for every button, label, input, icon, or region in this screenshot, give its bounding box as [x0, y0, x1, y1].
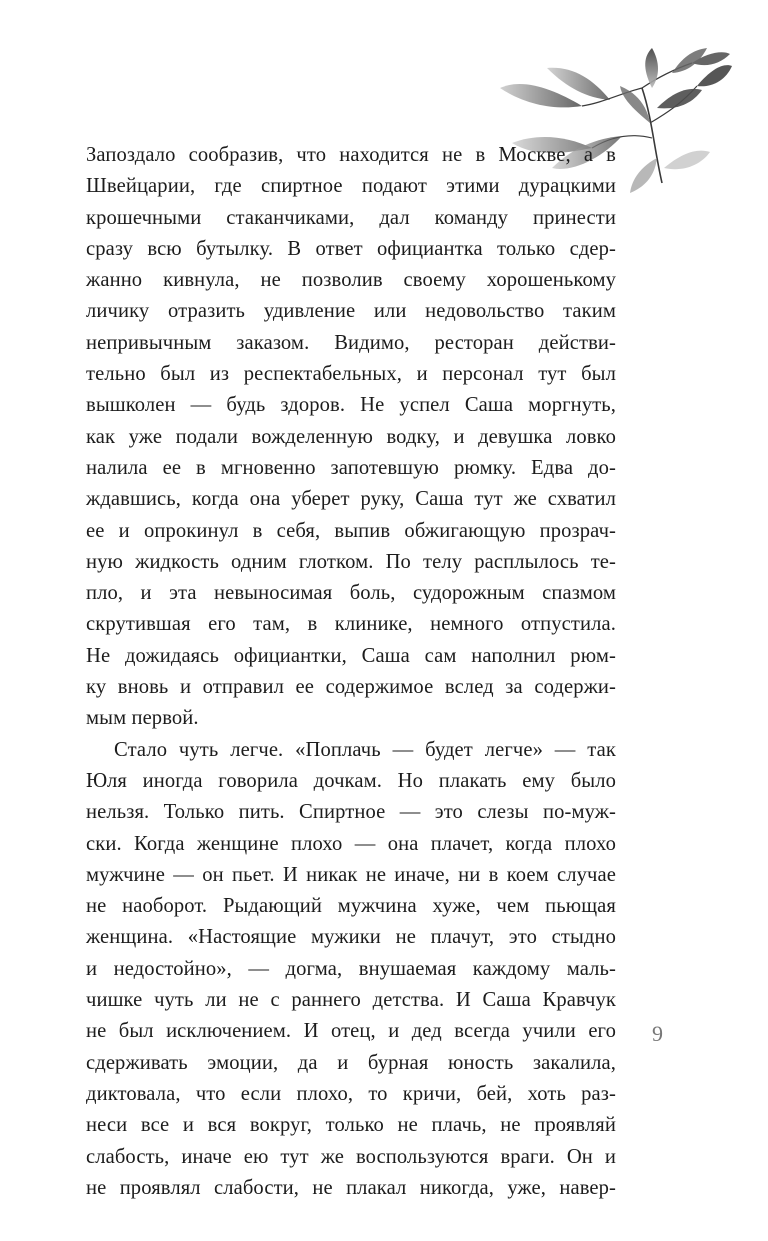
text-line: личику отразить удивление или недовольство таким: [86, 300, 616, 323]
text-line: налила ее в мгновенно запотевшую рюмку. Едва до-: [86, 456, 616, 479]
text-line: чишке чуть ли не с раннего детства. И Саша Кравчук: [86, 989, 616, 1012]
text-line: ку вновь и отправил ее содержимое вслед за содержи-: [86, 676, 616, 699]
text-line: Запоздало сообразив, что находится не в Москве, а в: [86, 144, 616, 166]
text-line: неси все и вся вокруг, только не плачь, не проявляй: [86, 1114, 616, 1137]
text-line: скрутившая его там, в клинике, немного отпустила.: [86, 613, 616, 636]
text-line: нельзя. Только пить. Спиртное — это слезы по-муж-: [86, 801, 616, 824]
text-line: жанно кивнула, не позволив своему хорошенькому: [86, 269, 616, 292]
body-text: [86, 140, 616, 1204]
text-line: вышколен — будь здоров. Не успел Саша моргнуть,: [86, 394, 616, 417]
text-line: ждавшись, когда она уберет руку, Саша тут же схватил: [86, 488, 616, 511]
text-line: тельно был из респектабельных, и персонал тут был: [86, 363, 616, 386]
text-line: Швейцарии, где спиртное подают этими дурацкими: [86, 175, 616, 198]
paragraph-2: [86, 735, 616, 1204]
text-line: диктовала, что если плохо, то кричи, бей, хоть раз-: [86, 1082, 616, 1105]
text-line: ски. Когда женщине плохо — она плачет, когда плохо: [86, 832, 616, 855]
text-line: не наоборот. Рыдающий мужчина хуже, чем пьющая: [86, 895, 616, 918]
text-line: и недостойно», — догма, внушаемая каждому маль-: [86, 957, 616, 980]
text-line: крошечными стаканчиками, дал команду принести: [86, 206, 616, 229]
page-number: 9: [652, 1021, 663, 1046]
text-line: ее и опрокинул в себя, выпив обжигающую прозрач-: [86, 519, 616, 542]
text-line: сразу всю бутылку. В ответ официантка только сдер-: [86, 237, 616, 260]
text-line: женщина. «Настоящие мужики не плачут, это стыдно: [86, 926, 616, 949]
text-line: сдерживать эмоции, да и бурная юность закалила,: [86, 1051, 616, 1074]
text-line: не был исключением. И отец, и дед всегда учили его: [86, 1020, 616, 1043]
text-line: Стало чуть легче. «Поплачь — будет легче» — так: [114, 738, 616, 761]
text-line: мым первой.: [86, 707, 199, 730]
text-line: пло, и эта невыносимая боль, судорожным спазмом: [86, 582, 616, 605]
text-line: непривычным заказом. Видимо, ресторан действи-: [86, 331, 616, 354]
paragraph-1: [86, 140, 616, 735]
text-line: Юля иногда говорила дочкам. Но плакать ему было: [86, 769, 616, 792]
text-line: мужчине — он пьет. И никак не иначе, ни в коем случае: [86, 863, 616, 886]
text-line: не проявлял слабости, не плакал никогда, уже, навер-: [86, 1176, 616, 1199]
text-line: Не дожидаясь официантки, Саша сам наполнил рюм-: [86, 644, 616, 667]
text-line: слабость, иначе ею тут же воспользуются враги. Он и: [86, 1145, 616, 1168]
text-line: как уже подали вожделенную водку, и девушка ловко: [86, 425, 616, 448]
text-line: ную жидкость одним глотком. По телу расплылось те-: [86, 550, 616, 573]
